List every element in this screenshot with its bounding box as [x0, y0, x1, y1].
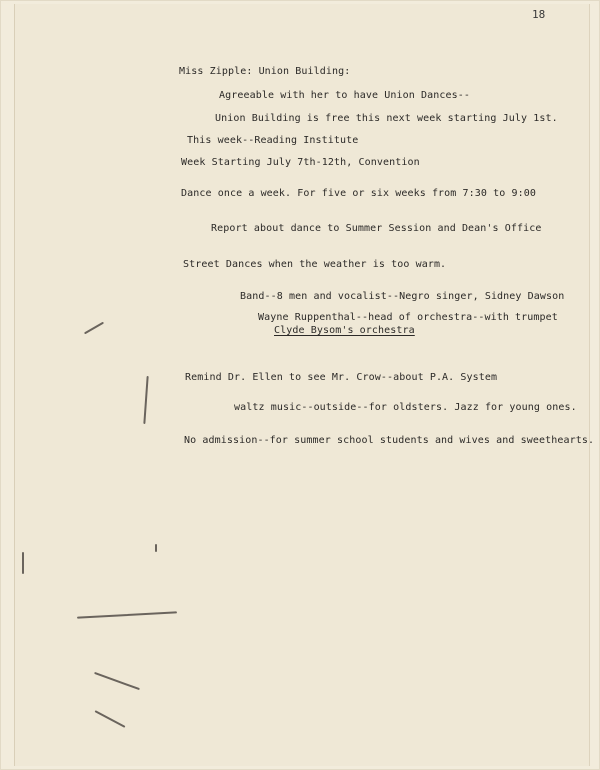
text-line: No admission--for summer school students and wives and sweethearts. [184, 435, 595, 446]
text-line-underlined: Clyde Bysom's orchestra [274, 325, 415, 336]
text-line: Band--8 men and vocalist--Negro singer, Sidney Dawson [240, 291, 565, 302]
text-line: waltz music--outside--for oldsters. Jazz for young ones. [234, 402, 577, 413]
text-line: Street Dances when the weather is too warm. [183, 259, 447, 270]
text-line: Week Starting July 7th-12th, Convention [181, 157, 420, 168]
paper-sheet [14, 4, 595, 766]
text-line: Wayne Ruppenthal--head of orchestra--with trumpet [258, 312, 558, 323]
text-line: Union Building is free this next week starting July 1st. [215, 113, 558, 124]
text-line: Remind Dr. Ellen to see Mr. Crow--about P.A. System [185, 372, 498, 383]
text-line: Report about dance to Summer Session and Dean's Office [211, 223, 542, 234]
ink-mark [22, 552, 24, 574]
text-line: Dance once a week. For five or six weeks from 7:30 to 9:00 [181, 188, 536, 199]
text-line: Agreeable with her to have Union Dances-- [219, 90, 470, 101]
ink-mark [84, 322, 104, 335]
ink-mark [77, 611, 177, 618]
text-line: Miss Zipple: Union Building: [179, 66, 351, 77]
text-line: This week--Reading Institute [187, 135, 359, 146]
ink-mark [95, 710, 126, 728]
page-number: 18 [532, 8, 546, 21]
ink-mark [155, 544, 157, 552]
ink-mark [143, 376, 148, 424]
ink-mark [94, 672, 140, 690]
